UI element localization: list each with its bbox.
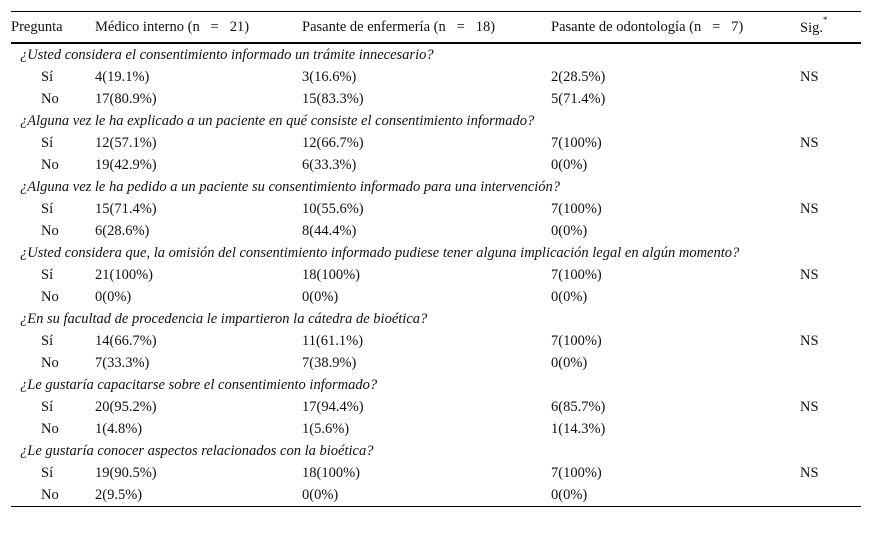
header-enfermeria-eq: = [456,18,465,35]
question-text: ¿Le gustaría conocer aspectos relacionados con la bioética? [20,442,374,459]
cell-medico-interno: 20(95.2%) [95,398,157,415]
cell-significance [800,352,861,374]
answer-label: No [41,288,59,305]
cell-pasante-odontologia: 0(0%) [551,354,588,371]
cell-pasante-odontologia: 7(100%) [551,332,602,349]
answer-label: No [11,484,95,507]
answer-row [11,396,861,418]
answer-label: No [41,222,59,239]
answer-row [11,132,861,154]
cell-significance: NS [800,398,819,415]
header-sig-footnote-mark: * [822,14,828,25]
question-text: ¿Usted considera el consentimiento informado un trámite innecesario? [20,46,434,63]
answer-row [11,352,861,374]
answer-row [11,418,861,440]
cell-pasante-enfermeria: 10(55.6%) [302,200,364,217]
cell-pasante-odontologia: 1(14.3%) [551,420,606,437]
question-row [11,176,861,198]
cell-pasante-odontologia: 7(100%) [551,464,602,481]
cell-pasante-odontologia: 0(0%) [551,222,588,239]
header-odontologia-eq: = [712,18,721,35]
answer-row [11,220,861,242]
cell-pasante-enfermeria: 0(0%) [302,484,551,507]
cell-pasante-enfermeria: 0(0%) [302,288,339,305]
cell-pasante-odontologia: 0(0%) [551,484,800,507]
cell-significance [800,88,861,110]
answer-label: Sí [41,134,54,151]
answer-row [11,484,861,507]
cell-significance [800,286,861,308]
question-row [11,374,861,396]
cell-medico-interno: 17(80.9%) [95,90,157,107]
question-row [11,43,861,66]
answer-label: No [41,156,59,173]
cell-pasante-enfermeria: 12(66.7%) [302,134,364,151]
cell-significance [800,154,861,176]
question-row [11,242,861,264]
question-text: ¿Alguna vez le ha pedido a un paciente su consentimiento informado para una intervención? [20,178,561,195]
cell-pasante-odontologia: 2(28.5%) [551,68,606,85]
answer-row [11,66,861,88]
cell-pasante-enfermeria: 8(44.4%) [302,222,357,239]
question-text: ¿En su facultad de procedencia le impartieron la cátedra de bioética? [20,310,428,327]
cell-pasante-odontologia: 7(100%) [551,200,602,217]
cell-pasante-enfermeria: 11(61.1%) [302,332,364,349]
answer-label: Sí [41,200,54,217]
answer-label: Sí [41,398,54,415]
survey-results-table [11,11,861,507]
question-row [11,110,861,132]
header-medico-interno [95,12,302,44]
header-odontologia-label: Pasante de odontología (n [551,18,702,35]
cell-medico-interno: 19(42.9%) [95,156,157,173]
cell-pasante-enfermeria: 18(100%) [302,464,360,481]
cell-significance: NS [800,266,819,283]
cell-significance: NS [800,332,819,349]
header-medico-label: Médico interno (n [95,18,200,35]
answer-label: Sí [41,68,54,85]
cell-medico-interno: 21(100%) [95,266,153,283]
header-medico-eq: = [210,18,219,35]
cell-pasante-enfermeria: 18(100%) [302,266,360,283]
cell-significance: NS [800,200,819,217]
cell-significance: NS [800,464,819,481]
answer-row [11,154,861,176]
cell-significance: NS [800,68,819,85]
question-row [11,440,861,462]
question-text: ¿Le gustaría capacitarse sobre el consentimiento informado? [20,376,378,393]
cell-medico-interno: 15(71.4%) [95,200,157,217]
cell-significance [800,220,861,242]
answer-row [11,462,861,484]
answer-label: No [41,354,59,371]
question-text: ¿Alguna vez le ha explicado a un paciente en qué consiste el consentimiento informado? [20,112,535,129]
cell-pasante-odontologia: 0(0%) [551,156,588,173]
header-sig-label: Sig. [800,19,823,36]
cell-pasante-odontologia: 7(100%) [551,134,602,151]
answer-label: No [41,420,59,437]
header-pasante-enfermeria [302,12,551,44]
cell-pasante-enfermeria: 6(33.3%) [302,156,357,173]
answer-row [11,88,861,110]
cell-significance: NS [800,134,819,151]
cell-pasante-odontologia: 5(71.4%) [551,90,606,107]
cell-medico-interno: 1(4.8%) [95,420,143,437]
cell-medico-interno: 0(0%) [95,288,132,305]
cell-medico-interno: 4(19.1%) [95,68,150,85]
cell-medico-interno: 7(33.3%) [95,354,150,371]
cell-significance [800,484,861,507]
cell-medico-interno: 2(9.5%) [95,484,302,507]
header-pasante-odontologia [551,12,800,44]
header-enfermeria-n: 18) [475,18,496,35]
table-body [11,43,861,507]
cell-pasante-enfermeria: 15(83.3%) [302,90,364,107]
question-text: ¿Usted considera que, la omisión del consentimiento informado pudiese tener alguna implicación legal en algún momento? [20,244,740,261]
cell-pasante-enfermeria: 1(5.6%) [302,420,350,437]
header-medico-n: 21) [229,18,250,35]
cell-pasante-enfermeria: 17(94.4%) [302,398,364,415]
cell-pasante-odontologia: 7(100%) [551,266,602,283]
header-sig [800,12,861,44]
answer-row [11,198,861,220]
header-enfermeria-label: Pasante de enfermería (n [302,18,446,35]
cell-medico-interno: 6(28.6%) [95,222,150,239]
cell-medico-interno: 19(90.5%) [95,464,157,481]
cell-medico-interno: 14(66.7%) [95,332,157,349]
answer-label: Sí [41,464,54,481]
cell-pasante-odontologia: 0(0%) [551,288,588,305]
cell-medico-interno: 12(57.1%) [95,134,157,151]
table-header-row [11,12,861,44]
cell-significance [800,418,861,440]
answer-label: No [41,90,59,107]
cell-pasante-odontologia: 6(85.7%) [551,398,606,415]
answer-row [11,286,861,308]
cell-pasante-enfermeria: 7(38.9%) [302,354,357,371]
answer-row [11,330,861,352]
header-pregunta: Pregunta [11,12,95,44]
header-odontologia-n: 7) [731,18,744,35]
answer-label: Sí [41,332,54,349]
answer-row [11,264,861,286]
answer-label: Sí [41,266,54,283]
cell-pasante-enfermeria: 3(16.6%) [302,68,357,85]
question-row [11,308,861,330]
